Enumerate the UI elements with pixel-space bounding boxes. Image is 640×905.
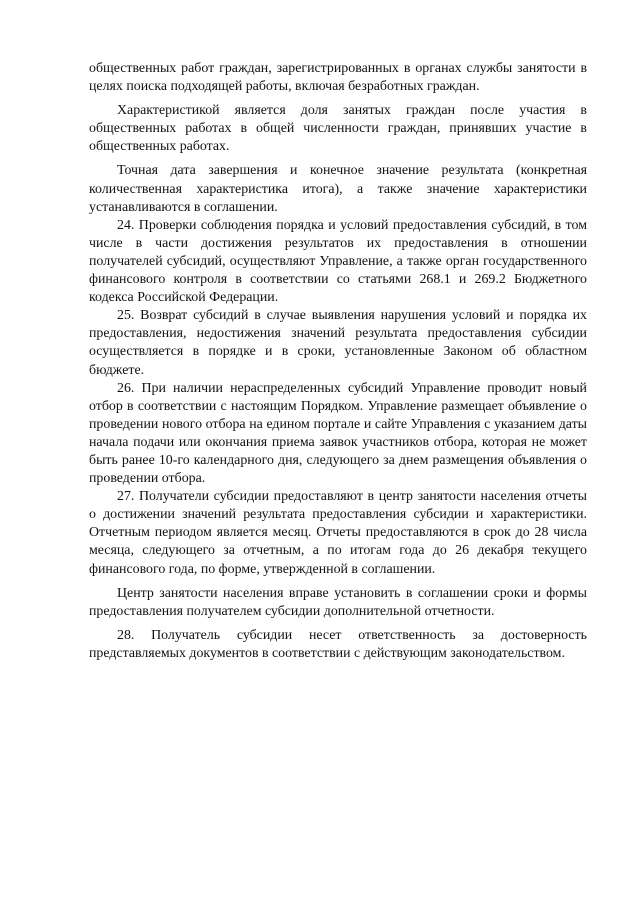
paragraph-25-refund: 25. Возврат субсидий в случае выявления нарушения условий и порядка их предоставления, недостижения значений результата предоставления субсидии осуществляется в порядке и в сроки, установленные Законом об областном бюджете. <box>89 308 587 378</box>
paragraph-27-reports: 27. Получатели субсидии предоставляют в центр занятости населения отчеты о достижении значений результата предоставления субсидии и характеристики. Отчетным периодом является месяц. Отчеты предоставляются в срок до 28 числа месяца, следующего за отчетным, а по итогам года до 26 декабря текущего финансового года, по форме, утвержденной в соглашении. <box>89 489 587 577</box>
paragraph-completion-date: Точная дата завершения и конечное значение результата (конкретная количественная характеристика итога), а также значение характеристики устанавливаются в соглашении. <box>89 163 587 215</box>
paragraph-26-new-selection: 26. При наличии нераспределенных субсидий Управление проводит новый отбор в соответствии с настоящим Порядком. Управление размещает объявление о проведении нового отбора на едином портале и сайте Управления с указанием даты начала подачи или окончания приема заявок участников отбора, которая не может быть ранее 10-го календарного дня, следующего за днем размещения объявления о проведении отбора. <box>89 380 587 487</box>
paragraph-additional-reporting: Центр занятости населения вправе установить в соглашении сроки и формы предоставления получателем субсидии дополнительной отчетности. <box>89 585 587 619</box>
paragraph-24-inspections: 24. Проверки соблюдения порядка и условий предоставления субсидий, в том числе в части достижения результатов их предоставления в отношении получателей субсидий, осуществляют Управление, а также орган государственного финансового контроля в соответствии со статьями 268.1 и 269.2 Бюджетного кодекса Российской Федерации. <box>89 217 587 306</box>
paragraph-continuation: общественных работ граждан, зарегистрированных в органах службы занятости в целях поиска подходящей работы, включая безработных граждан. <box>89 61 587 95</box>
paragraph-28-responsibility: 28. Получатель субсидии несет ответственность за достоверность представляемых документов в соответствии с действующим законодательством. <box>89 627 587 661</box>
paragraph-characteristic: Характеристикой является доля занятых граждан после участия в общественных работах в общей численности граждан, принявших участие в общественных работах. <box>89 103 587 155</box>
document-page <box>89 60 587 663</box>
